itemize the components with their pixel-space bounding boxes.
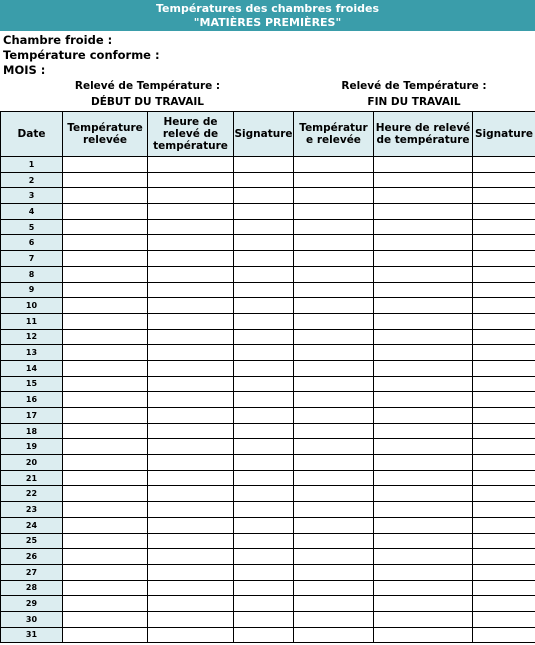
start-time-cell[interactable] bbox=[148, 423, 234, 439]
table-row bbox=[1, 455, 535, 471]
end-time-cell[interactable] bbox=[374, 502, 473, 518]
end-time-cell[interactable] bbox=[374, 580, 473, 596]
start-time-cell[interactable] bbox=[148, 486, 234, 502]
start-signature-cell[interactable] bbox=[234, 298, 294, 314]
end-temperature-cell[interactable] bbox=[294, 549, 374, 565]
end-temperature-cell[interactable] bbox=[294, 298, 374, 314]
start-temperature-cell[interactable] bbox=[63, 204, 148, 220]
start-reading-label: Relevé de Température : bbox=[74, 80, 221, 92]
end-time-cell[interactable] bbox=[374, 282, 473, 298]
end-signature-cell[interactable] bbox=[473, 235, 535, 251]
start-time-cell[interactable] bbox=[148, 204, 234, 220]
end-signature-cell[interactable] bbox=[473, 329, 535, 345]
end-temperature-cell[interactable] bbox=[294, 611, 374, 627]
day-number: 11 bbox=[1, 313, 63, 329]
end-signature-cell[interactable] bbox=[473, 470, 535, 486]
start-signature-cell[interactable] bbox=[234, 392, 294, 408]
end-time-cell[interactable] bbox=[374, 360, 473, 376]
start-temperature-cell[interactable] bbox=[63, 627, 148, 643]
start-signature-cell[interactable] bbox=[234, 188, 294, 204]
end-temperature-cell[interactable] bbox=[294, 439, 374, 455]
table-row bbox=[1, 360, 535, 376]
start-time-cell[interactable] bbox=[148, 517, 234, 533]
end-signature-cell[interactable] bbox=[473, 157, 535, 173]
end-time-cell[interactable] bbox=[374, 627, 473, 643]
end-temperature-cell[interactable] bbox=[294, 345, 374, 361]
start-signature-cell[interactable] bbox=[234, 455, 294, 471]
start-time-cell[interactable] bbox=[148, 376, 234, 392]
table-row bbox=[1, 345, 535, 361]
cold-room-label: Chambre froide : bbox=[3, 33, 113, 47]
end-time-cell[interactable] bbox=[374, 533, 473, 549]
table-row bbox=[1, 329, 535, 345]
table-row bbox=[1, 439, 535, 455]
start-temperature-cell[interactable] bbox=[63, 172, 148, 188]
end-temperature-cell[interactable] bbox=[294, 204, 374, 220]
table-row bbox=[1, 298, 535, 314]
start-temperature-cell[interactable] bbox=[63, 313, 148, 329]
col-header-start-time: Heure de relevé de température bbox=[148, 112, 234, 157]
start-temperature-cell[interactable] bbox=[63, 392, 148, 408]
end-time-cell[interactable] bbox=[374, 219, 473, 235]
start-time-cell[interactable] bbox=[148, 345, 234, 361]
start-temperature-cell[interactable] bbox=[63, 251, 148, 267]
start-temperature-cell[interactable] bbox=[63, 455, 148, 471]
start-temperature-cell[interactable] bbox=[63, 345, 148, 361]
start-temperature-cell[interactable] bbox=[63, 298, 148, 314]
day-number: 29 bbox=[1, 596, 63, 612]
start-temperature-cell[interactable] bbox=[63, 502, 148, 518]
col-header-end-signature: Signature bbox=[473, 112, 535, 157]
start-temperature-cell[interactable] bbox=[63, 423, 148, 439]
end-time-cell[interactable] bbox=[374, 251, 473, 267]
start-temperature-cell[interactable] bbox=[63, 282, 148, 298]
end-signature-cell[interactable] bbox=[473, 313, 535, 329]
start-signature-cell[interactable] bbox=[234, 219, 294, 235]
banner-subtitle: "MATIÈRES PREMIÈRES" bbox=[193, 15, 342, 29]
start-signature-cell[interactable] bbox=[234, 549, 294, 565]
day-number: 3 bbox=[1, 188, 63, 204]
day-number: 1 bbox=[1, 157, 63, 173]
table-row bbox=[1, 172, 535, 188]
table-row bbox=[1, 627, 535, 643]
conform-temperature-label: Température conforme : bbox=[3, 48, 160, 62]
end-temperature-cell[interactable] bbox=[294, 470, 374, 486]
day-number: 21 bbox=[1, 470, 63, 486]
day-number: 6 bbox=[1, 235, 63, 251]
end-time-cell[interactable] bbox=[374, 172, 473, 188]
end-signature-cell[interactable] bbox=[473, 533, 535, 549]
end-time-cell[interactable] bbox=[374, 517, 473, 533]
day-number: 16 bbox=[1, 392, 63, 408]
day-number: 27 bbox=[1, 564, 63, 580]
end-time-cell[interactable] bbox=[374, 486, 473, 502]
end-temperature-cell[interactable] bbox=[294, 627, 374, 643]
start-signature-cell[interactable] bbox=[234, 533, 294, 549]
start-temperature-cell[interactable] bbox=[63, 580, 148, 596]
table-row bbox=[1, 282, 535, 298]
end-signature-cell[interactable] bbox=[473, 439, 535, 455]
start-time-cell[interactable] bbox=[148, 188, 234, 204]
start-temperature-cell[interactable] bbox=[63, 408, 148, 424]
end-time-cell[interactable] bbox=[374, 564, 473, 580]
end-time-cell[interactable] bbox=[374, 235, 473, 251]
end-time-cell[interactable] bbox=[374, 470, 473, 486]
end-signature-cell[interactable] bbox=[473, 345, 535, 361]
start-signature-cell[interactable] bbox=[234, 157, 294, 173]
start-time-cell[interactable] bbox=[148, 596, 234, 612]
end-time-cell[interactable] bbox=[374, 298, 473, 314]
start-time-cell[interactable] bbox=[148, 564, 234, 580]
start-signature-cell[interactable] bbox=[234, 172, 294, 188]
end-time-cell[interactable] bbox=[374, 157, 473, 173]
start-temperature-cell[interactable] bbox=[63, 376, 148, 392]
table-row bbox=[1, 564, 535, 580]
day-number: 8 bbox=[1, 266, 63, 282]
start-time-cell[interactable] bbox=[148, 455, 234, 471]
start-temperature-cell[interactable] bbox=[63, 596, 148, 612]
start-time-cell[interactable] bbox=[148, 470, 234, 486]
start-time-cell[interactable] bbox=[148, 235, 234, 251]
start-time-cell[interactable] bbox=[148, 313, 234, 329]
day-number: 25 bbox=[1, 533, 63, 549]
start-time-cell[interactable] bbox=[148, 502, 234, 518]
end-temperature-cell[interactable] bbox=[294, 580, 374, 596]
end-time-cell[interactable] bbox=[374, 204, 473, 220]
start-time-cell[interactable] bbox=[148, 533, 234, 549]
start-time-cell[interactable] bbox=[148, 627, 234, 643]
end-signature-cell[interactable] bbox=[473, 596, 535, 612]
start-temperature-cell[interactable] bbox=[63, 439, 148, 455]
day-number: 18 bbox=[1, 423, 63, 439]
table-row bbox=[1, 596, 535, 612]
table-row bbox=[1, 486, 535, 502]
start-signature-cell[interactable] bbox=[234, 360, 294, 376]
table-row bbox=[1, 376, 535, 392]
end-signature-cell[interactable] bbox=[473, 455, 535, 471]
start-temperature-cell[interactable] bbox=[63, 329, 148, 345]
end-temperature-cell[interactable] bbox=[294, 235, 374, 251]
start-signature-cell[interactable] bbox=[234, 580, 294, 596]
start-signature-cell[interactable] bbox=[234, 204, 294, 220]
day-number: 13 bbox=[1, 345, 63, 361]
end-signature-cell[interactable] bbox=[473, 627, 535, 643]
end-temperature-cell[interactable] bbox=[294, 517, 374, 533]
col-header-start-temperature: Température relevée bbox=[63, 112, 148, 157]
start-time-cell[interactable] bbox=[148, 266, 234, 282]
start-temperature-cell[interactable] bbox=[63, 564, 148, 580]
end-signature-cell[interactable] bbox=[473, 204, 535, 220]
start-signature-cell[interactable] bbox=[234, 408, 294, 424]
start-temperature-cell[interactable] bbox=[63, 517, 148, 533]
day-number: 14 bbox=[1, 360, 63, 376]
day-number: 4 bbox=[1, 204, 63, 220]
table-row bbox=[1, 392, 535, 408]
table-header-row bbox=[1, 112, 535, 157]
start-temperature-cell[interactable] bbox=[63, 533, 148, 549]
start-signature-cell[interactable] bbox=[234, 627, 294, 643]
end-time-cell[interactable] bbox=[374, 345, 473, 361]
start-signature-cell[interactable] bbox=[234, 266, 294, 282]
table-row bbox=[1, 266, 535, 282]
banner-title: Températures des chambres froides bbox=[155, 2, 379, 15]
table-row bbox=[1, 611, 535, 627]
end-time-cell[interactable] bbox=[374, 455, 473, 471]
end-time-cell[interactable] bbox=[374, 188, 473, 204]
start-signature-cell[interactable] bbox=[234, 235, 294, 251]
table-row bbox=[1, 313, 535, 329]
start-signature-cell[interactable] bbox=[234, 486, 294, 502]
day-number: 5 bbox=[1, 219, 63, 235]
start-temperature-cell[interactable] bbox=[63, 549, 148, 565]
table-row bbox=[1, 533, 535, 549]
start-temperature-cell[interactable] bbox=[63, 611, 148, 627]
start-signature-cell[interactable] bbox=[234, 470, 294, 486]
end-temperature-cell[interactable] bbox=[294, 219, 374, 235]
temperature-log-table bbox=[0, 111, 535, 643]
end-temperature-cell[interactable] bbox=[294, 502, 374, 518]
end-signature-cell[interactable] bbox=[473, 266, 535, 282]
start-signature-cell[interactable] bbox=[234, 439, 294, 455]
day-number: 9 bbox=[1, 282, 63, 298]
start-signature-cell[interactable] bbox=[234, 611, 294, 627]
day-number: 26 bbox=[1, 549, 63, 565]
end-signature-cell[interactable] bbox=[473, 549, 535, 565]
end-time-cell[interactable] bbox=[374, 376, 473, 392]
end-temperature-cell[interactable] bbox=[294, 596, 374, 612]
end-temperature-cell[interactable] bbox=[294, 564, 374, 580]
day-number: 17 bbox=[1, 408, 63, 424]
end-work-title: FIN DU TRAVAIL bbox=[367, 96, 461, 108]
end-signature-cell[interactable] bbox=[473, 219, 535, 235]
end-time-cell[interactable] bbox=[374, 596, 473, 612]
end-signature-cell[interactable] bbox=[473, 423, 535, 439]
col-header-start-signature: Signature bbox=[234, 112, 294, 157]
end-time-cell[interactable] bbox=[374, 313, 473, 329]
end-temperature-cell[interactable] bbox=[294, 533, 374, 549]
end-time-cell[interactable] bbox=[374, 611, 473, 627]
day-number: 2 bbox=[1, 172, 63, 188]
end-temperature-cell[interactable] bbox=[294, 408, 374, 424]
month-label: MOIS : bbox=[3, 63, 46, 77]
start-time-cell[interactable] bbox=[148, 439, 234, 455]
day-number: 7 bbox=[1, 251, 63, 267]
start-time-cell[interactable] bbox=[148, 408, 234, 424]
day-number: 12 bbox=[1, 329, 63, 345]
start-signature-cell[interactable] bbox=[234, 329, 294, 345]
start-signature-cell[interactable] bbox=[234, 313, 294, 329]
col-header-end-temperature: Températur e relevée bbox=[294, 112, 374, 157]
end-temperature-cell[interactable] bbox=[294, 188, 374, 204]
col-header-date: Date bbox=[1, 112, 63, 157]
start-time-cell[interactable] bbox=[148, 611, 234, 627]
start-time-cell[interactable] bbox=[148, 219, 234, 235]
end-temperature-cell[interactable] bbox=[294, 455, 374, 471]
start-temperature-cell[interactable] bbox=[63, 219, 148, 235]
day-number: 28 bbox=[1, 580, 63, 596]
end-signature-cell[interactable] bbox=[473, 188, 535, 204]
end-signature-cell[interactable] bbox=[473, 611, 535, 627]
end-time-cell[interactable] bbox=[374, 408, 473, 424]
table-row bbox=[1, 251, 535, 267]
start-time-cell[interactable] bbox=[148, 329, 234, 345]
start-time-cell[interactable] bbox=[148, 360, 234, 376]
start-time-cell[interactable] bbox=[148, 580, 234, 596]
end-signature-cell[interactable] bbox=[473, 298, 535, 314]
end-temperature-cell[interactable] bbox=[294, 360, 374, 376]
start-signature-cell[interactable] bbox=[234, 345, 294, 361]
day-number: 20 bbox=[1, 455, 63, 471]
table-row bbox=[1, 470, 535, 486]
day-number: 30 bbox=[1, 611, 63, 627]
start-temperature-cell[interactable] bbox=[63, 157, 148, 173]
end-temperature-cell[interactable] bbox=[294, 486, 374, 502]
end-reading-label: Relevé de Température : bbox=[341, 80, 487, 92]
end-signature-cell[interactable] bbox=[473, 282, 535, 298]
start-signature-cell[interactable] bbox=[234, 517, 294, 533]
start-time-cell[interactable] bbox=[148, 298, 234, 314]
end-signature-cell[interactable] bbox=[473, 172, 535, 188]
end-temperature-cell[interactable] bbox=[294, 266, 374, 282]
end-signature-cell[interactable] bbox=[473, 392, 535, 408]
table-row bbox=[1, 423, 535, 439]
start-temperature-cell[interactable] bbox=[63, 470, 148, 486]
start-time-cell[interactable] bbox=[148, 549, 234, 565]
start-work-title: DÉBUT DU TRAVAIL bbox=[91, 96, 204, 108]
start-temperature-cell[interactable] bbox=[63, 266, 148, 282]
day-number: 31 bbox=[1, 627, 63, 643]
end-time-cell[interactable] bbox=[374, 439, 473, 455]
end-signature-cell[interactable] bbox=[473, 564, 535, 580]
start-temperature-cell[interactable] bbox=[63, 360, 148, 376]
end-signature-cell[interactable] bbox=[473, 580, 535, 596]
table-row bbox=[1, 517, 535, 533]
end-signature-cell[interactable] bbox=[473, 360, 535, 376]
end-time-cell[interactable] bbox=[374, 549, 473, 565]
end-temperature-cell[interactable] bbox=[294, 282, 374, 298]
start-signature-cell[interactable] bbox=[234, 596, 294, 612]
end-signature-cell[interactable] bbox=[473, 517, 535, 533]
day-number: 15 bbox=[1, 376, 63, 392]
end-signature-cell[interactable] bbox=[473, 376, 535, 392]
start-temperature-cell[interactable] bbox=[63, 486, 148, 502]
end-time-cell[interactable] bbox=[374, 423, 473, 439]
table-row bbox=[1, 408, 535, 424]
start-signature-cell[interactable] bbox=[234, 564, 294, 580]
day-number: 24 bbox=[1, 517, 63, 533]
start-time-cell[interactable] bbox=[148, 392, 234, 408]
start-time-cell[interactable] bbox=[148, 251, 234, 267]
day-number: 22 bbox=[1, 486, 63, 502]
day-number: 10 bbox=[1, 298, 63, 314]
table-row bbox=[1, 580, 535, 596]
end-temperature-cell[interactable] bbox=[294, 329, 374, 345]
end-signature-cell[interactable] bbox=[473, 502, 535, 518]
start-signature-cell[interactable] bbox=[234, 502, 294, 518]
title-banner bbox=[0, 0, 535, 31]
end-signature-cell[interactable] bbox=[473, 251, 535, 267]
table-row bbox=[1, 235, 535, 251]
start-signature-cell[interactable] bbox=[234, 251, 294, 267]
start-signature-cell[interactable] bbox=[234, 423, 294, 439]
start-signature-cell[interactable] bbox=[234, 282, 294, 298]
end-temperature-cell[interactable] bbox=[294, 313, 374, 329]
col-header-end-time: Heure de relevé de température bbox=[374, 112, 473, 157]
end-time-cell[interactable] bbox=[374, 329, 473, 345]
start-temperature-cell[interactable] bbox=[63, 235, 148, 251]
end-temperature-cell[interactable] bbox=[294, 376, 374, 392]
end-time-cell[interactable] bbox=[374, 392, 473, 408]
start-time-cell[interactable] bbox=[148, 282, 234, 298]
table-row bbox=[1, 188, 535, 204]
start-time-cell[interactable] bbox=[148, 157, 234, 173]
day-number: 23 bbox=[1, 502, 63, 518]
table-row bbox=[1, 204, 535, 220]
table-row bbox=[1, 502, 535, 518]
start-signature-cell[interactable] bbox=[234, 376, 294, 392]
start-time-cell[interactable] bbox=[148, 172, 234, 188]
table-row bbox=[1, 219, 535, 235]
table-row bbox=[1, 549, 535, 565]
end-temperature-cell[interactable] bbox=[294, 423, 374, 439]
end-temperature-cell[interactable] bbox=[294, 157, 374, 173]
start-temperature-cell[interactable] bbox=[63, 188, 148, 204]
end-time-cell[interactable] bbox=[374, 266, 473, 282]
end-temperature-cell[interactable] bbox=[294, 172, 374, 188]
table-row bbox=[1, 157, 535, 173]
end-temperature-cell[interactable] bbox=[294, 251, 374, 267]
end-signature-cell[interactable] bbox=[473, 408, 535, 424]
end-signature-cell[interactable] bbox=[473, 486, 535, 502]
day-number: 19 bbox=[1, 439, 63, 455]
end-temperature-cell[interactable] bbox=[294, 392, 374, 408]
